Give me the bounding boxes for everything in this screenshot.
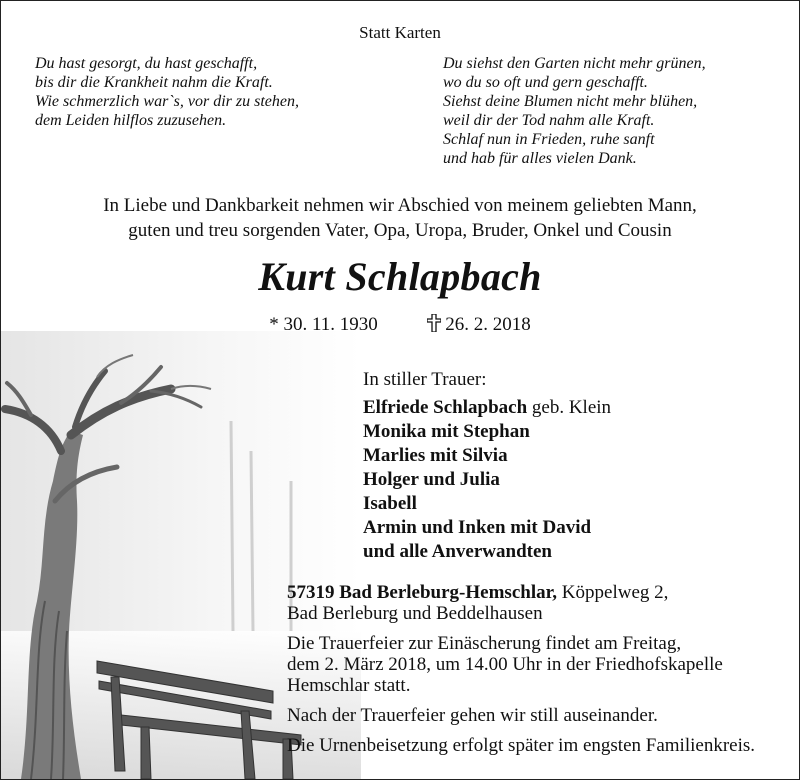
mourner-entry xyxy=(363,396,611,420)
mourners-block xyxy=(363,368,611,564)
poem-line: Du hast gesorgt, du hast geschafft, xyxy=(35,55,258,72)
intro-line: guten und treu sorgenden Vater, Opa, Uropa, Bruder, Onkel und Cousin xyxy=(128,220,672,241)
poem-line: Schlaf nun in Frieden, ruhe sanft xyxy=(443,131,655,148)
mourner-suffix: geb. Klein xyxy=(527,397,612,418)
life-dates xyxy=(1,314,799,336)
poem-right xyxy=(443,54,706,168)
address-and-funeral-info xyxy=(287,582,792,756)
poem-line: dem Leiden hilflos zuzusehen. xyxy=(35,112,227,129)
poem-line: Siehst deine Blumen nicht mehr blühen, xyxy=(443,93,698,110)
death-date: 26. 2. 2018 xyxy=(445,314,531,335)
poem-line: bis dir die Krankheit nahm die Kraft. xyxy=(35,74,273,91)
mourner-entry: Marlies mit Silvia xyxy=(363,445,508,466)
mourners-heading: In stiller Trauer: xyxy=(363,369,487,390)
header-title: Statt Karten xyxy=(359,23,441,42)
intro-text xyxy=(1,193,799,243)
poem-left xyxy=(35,54,299,130)
closing-urn: Die Urnenbeisetzung erfolgt später im engsten Familienkreis. xyxy=(287,735,756,756)
cross-icon xyxy=(427,314,441,332)
mourner-entry: Armin und Inken mit David xyxy=(363,517,592,538)
funeral-info xyxy=(287,633,792,696)
poem-line: wo du so oft und gern geschafft. xyxy=(443,74,648,91)
deceased-name: Kurt Schlapbach xyxy=(258,254,542,299)
address-line xyxy=(287,582,792,603)
mourner-entry: Isabell xyxy=(363,493,417,514)
birth-date: * 30. 11. 1930 xyxy=(269,314,378,335)
funeral-line: dem 2. März 2018, um 14.00 Uhr in der Friedhofskapelle xyxy=(287,654,723,675)
intro-line: In Liebe und Dankbarkeit nehmen wir Abschied von meinem geliebten Mann, xyxy=(103,195,697,216)
mourner-entry: Holger und Julia xyxy=(363,469,500,490)
funeral-line: Die Trauerfeier zur Einäscherung findet am Freitag, xyxy=(287,633,682,654)
address-postal-place: 57319 Bad Berleburg-Hemschlar, xyxy=(287,582,558,603)
address-line-2: Bad Berleburg und Beddelhausen xyxy=(287,603,543,624)
mourner-entry: Monika mit Stephan xyxy=(363,421,530,442)
poem-line: und hab für alles vielen Dank. xyxy=(443,150,637,167)
poem-line: Du siehst den Garten nicht mehr grünen, xyxy=(443,55,706,72)
address-street: Köppelweg 2, xyxy=(557,582,669,603)
death-date-group xyxy=(427,314,531,336)
mourners-list xyxy=(363,396,611,564)
closing-after: Nach der Trauerfeier gehen wir still auseinander. xyxy=(287,705,658,726)
poem-line: weil dir der Tod nahm alle Kraft. xyxy=(443,112,655,129)
funeral-line: Hemschlar statt. xyxy=(287,675,411,696)
mourner-entry: und alle Anverwandten xyxy=(363,541,552,562)
mourner-name: Elfriede Schlapbach xyxy=(363,397,528,418)
poem-line: Wie schmerzlich war`s, vor dir zu stehen, xyxy=(35,93,299,110)
